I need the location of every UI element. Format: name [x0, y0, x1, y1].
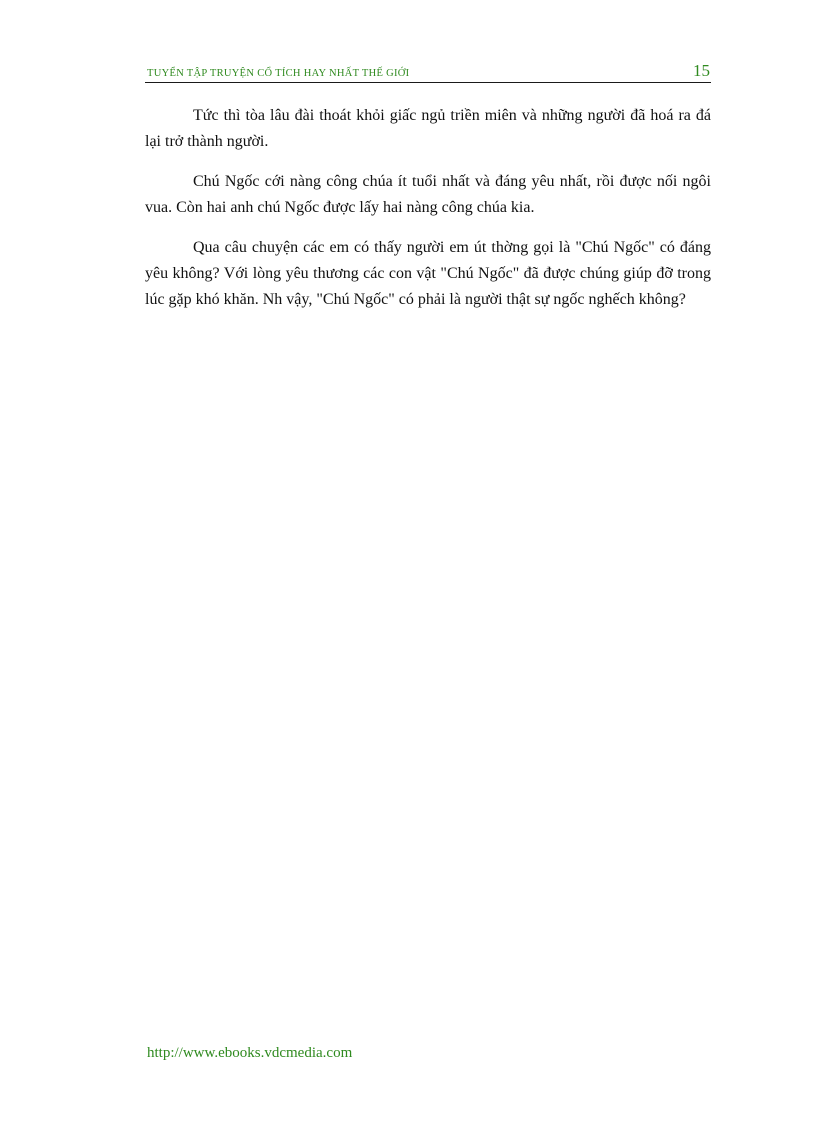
- footer-url-link[interactable]: http://www.ebooks.vdcmedia.com: [147, 1045, 353, 1061]
- paragraph: Chú Ngốc cới nàng công chúa ít tuổi nhất và đáng yêu nhất, rồi được nối ngôi vua. Còn hai anh chú Ngốc được lấy hai nàng công chúa kia.: [145, 173, 711, 216]
- paragraph: Qua câu chuyện các em có thấy người em út thờng gọi là "Chú Ngốc" có đáng yêu không? Với lòng yêu thương các con vật "Chú Ngốc" đã được chúng giúp đỡ trong lúc gặp khó khăn. Nh vậy, "Chú Ngốc" có phải là người thật sự ngốc nghếch không?: [145, 239, 711, 308]
- book-title: TUYỂN TẬP TRUYỆN CỔ TÍCH HAY NHẤT THẾ GIỚI: [147, 68, 410, 79]
- story-content: [145, 103, 711, 327]
- page-number: 15: [693, 61, 710, 80]
- page-header: [145, 60, 711, 83]
- paragraph: Tức thì tòa lâu đài thoát khỏi giấc ngủ triền miên và những người đã hoá ra đá lại trở thành người.: [145, 107, 711, 150]
